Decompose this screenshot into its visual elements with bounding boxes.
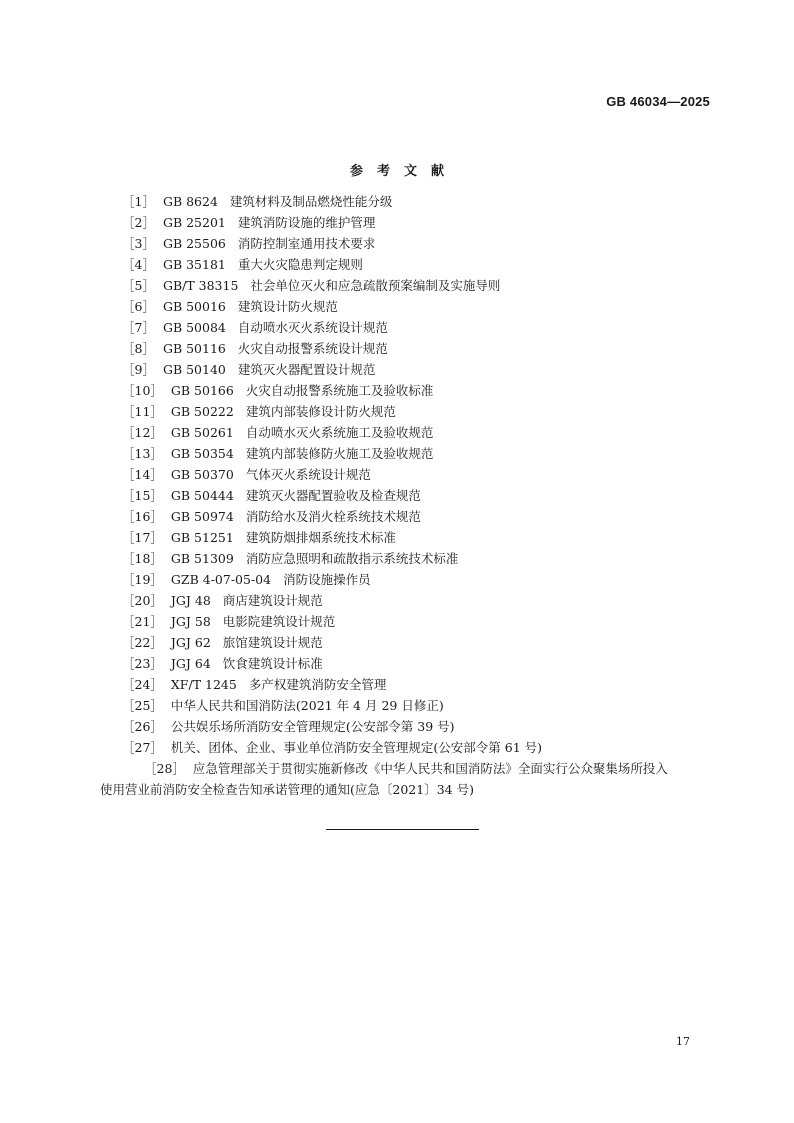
reference-title: 建筑防烟排烟系统技术标准 (245, 530, 396, 545)
reference-number: ［9］ (122, 362, 155, 377)
standard-id-header: GB 46034—2025 (606, 94, 710, 109)
reference-number: ［2］ (122, 215, 155, 230)
reference-item (122, 380, 722, 401)
reference-item (122, 338, 722, 359)
reference-code: GB 50084 (162, 320, 226, 335)
reference-number: ［21］ (122, 614, 163, 629)
reference-item (122, 401, 722, 422)
reference-title: 自动喷水灭火系统施工及验收规范 (245, 425, 434, 440)
reference-title: 自动喷水灭火系统设计规范 (237, 320, 388, 335)
reference-item (122, 506, 722, 527)
reference-code: GB 51309 (170, 551, 234, 566)
reference-number: ［15］ (122, 488, 163, 503)
reference-item (122, 233, 722, 254)
reference-list (100, 191, 722, 800)
reference-code: JGJ 58 (170, 614, 211, 629)
reference-item (122, 632, 722, 653)
reference-number: ［4］ (122, 257, 155, 272)
reference-item (122, 611, 722, 632)
reference-number: ［28］ (144, 761, 185, 776)
reference-title: 中华人民共和国消防法(2021 年 4 月 29 日修正) (170, 698, 444, 713)
reference-number: ［6］ (122, 299, 155, 314)
reference-title: 应急管理部关于贯彻实施新修改《中华人民共和国消防法》全面实行公众聚集场所投入使用营业前消防安全检查告知承诺管理的通知(应急〔2021〕34 号) (100, 761, 668, 797)
reference-number: ［5］ (122, 278, 155, 293)
reference-code: GB 50016 (162, 299, 226, 314)
reference-number: ［3］ (122, 236, 155, 251)
reference-item (100, 758, 675, 800)
reference-number: ［10］ (122, 383, 163, 398)
reference-title: 火灾自动报警系统设计规范 (237, 341, 388, 356)
reference-title: 气体灭火系统设计规范 (245, 467, 371, 482)
reference-number: ［23］ (122, 656, 163, 671)
reference-item (122, 590, 722, 611)
reference-item (122, 548, 722, 569)
reference-code: JGJ 64 (170, 656, 211, 671)
reference-title: 消防设施操作员 (283, 572, 371, 587)
reference-item (122, 254, 722, 275)
reference-code: GB 51251 (170, 530, 234, 545)
reference-code: GB 50116 (162, 341, 226, 356)
reference-item (122, 212, 722, 233)
reference-item (122, 527, 722, 548)
reference-item (122, 443, 722, 464)
reference-item (122, 674, 722, 695)
reference-item (122, 485, 722, 506)
reference-title: 电影院建筑设计规范 (222, 614, 336, 629)
reference-code: GB 50261 (170, 425, 234, 440)
reference-title: 消防控制室通用技术要求 (237, 236, 376, 251)
reference-title: 消防应急照明和疏散指示系统技术标准 (245, 551, 459, 566)
reference-item (122, 695, 722, 716)
reference-item (122, 359, 722, 380)
reference-number: ［22］ (122, 635, 163, 650)
reference-title: 多产权建筑消防安全管理 (248, 677, 387, 692)
reference-item (122, 737, 722, 758)
reference-number: ［27］ (122, 740, 163, 755)
reference-code: JGJ 48 (170, 593, 211, 608)
reference-code: GB/T 38315 (162, 278, 239, 293)
reference-code: GB 50140 (162, 362, 226, 377)
reference-item (122, 716, 722, 737)
reference-number: ［14］ (122, 467, 163, 482)
reference-number: ［7］ (122, 320, 155, 335)
reference-item (122, 191, 722, 212)
page-number: 17 (676, 1035, 690, 1048)
reference-number: ［18］ (122, 551, 163, 566)
reference-title: 建筑材料及制品燃烧性能分级 (229, 194, 393, 209)
reference-title: 建筑内部装修防火施工及验收规范 (245, 446, 434, 461)
reference-item (122, 317, 722, 338)
reference-item (122, 296, 722, 317)
reference-item (122, 569, 722, 590)
reference-number: ［20］ (122, 593, 163, 608)
reference-code: JGJ 62 (170, 635, 211, 650)
reference-title: 建筑灭火器配置设计规范 (237, 362, 376, 377)
reference-title: 社会单位灭火和应急疏散预案编制及实施导则 (250, 278, 501, 293)
reference-code: GB 25506 (162, 236, 226, 251)
reference-code: GB 50222 (170, 404, 234, 419)
reference-code: GB 50370 (170, 467, 234, 482)
section-title: 参考文献 (349, 164, 458, 179)
reference-number: ［11］ (122, 404, 163, 419)
reference-title: 建筑设计防火规范 (237, 299, 338, 314)
reference-title: 机关、团体、企业、事业单位消防安全管理规定(公安部令第 61 号) (170, 740, 543, 755)
reference-item (122, 653, 722, 674)
reference-code: GB 50444 (170, 488, 234, 503)
reference-code: GB 25201 (162, 215, 226, 230)
reference-code: GZB 4-07-05-04 (170, 572, 272, 587)
reference-number: ［12］ (122, 425, 163, 440)
reference-number: ［8］ (122, 341, 155, 356)
reference-title: 公共娱乐场所消防安全管理规定(公安部令第 39 号) (170, 719, 455, 734)
end-rule-divider (326, 829, 479, 830)
reference-title: 建筑灭火器配置验收及检查规范 (245, 488, 421, 503)
reference-code: GB 50354 (170, 446, 234, 461)
reference-title: 建筑消防设施的维护管理 (237, 215, 376, 230)
reference-title: 重大火灾隐患判定规则 (237, 257, 363, 272)
reference-item (122, 275, 722, 296)
reference-number: ［24］ (122, 677, 163, 692)
reference-code: GB 50166 (170, 383, 234, 398)
reference-title: 消防给水及消火栓系统技术规范 (245, 509, 421, 524)
reference-number: ［25］ (122, 698, 163, 713)
reference-number: ［17］ (122, 530, 163, 545)
reference-code: GB 50974 (170, 509, 234, 524)
reference-item (122, 422, 722, 443)
reference-item (122, 464, 722, 485)
reference-number: ［16］ (122, 509, 163, 524)
reference-code: XF/T 1245 (170, 677, 237, 692)
reference-title: 旅馆建筑设计规范 (222, 635, 323, 650)
reference-title: 饮食建筑设计标准 (222, 656, 323, 671)
reference-code: GB 35181 (162, 257, 226, 272)
reference-code: GB 8624 (162, 194, 218, 209)
reference-title: 建筑内部装修设计防火规范 (245, 404, 396, 419)
reference-number: ［26］ (122, 719, 163, 734)
reference-title: 火灾自动报警系统施工及验收标准 (245, 383, 434, 398)
reference-number: ［19］ (122, 572, 163, 587)
reference-number: ［13］ (122, 446, 163, 461)
reference-title: 商店建筑设计规范 (222, 593, 323, 608)
reference-number: ［1］ (122, 194, 155, 209)
